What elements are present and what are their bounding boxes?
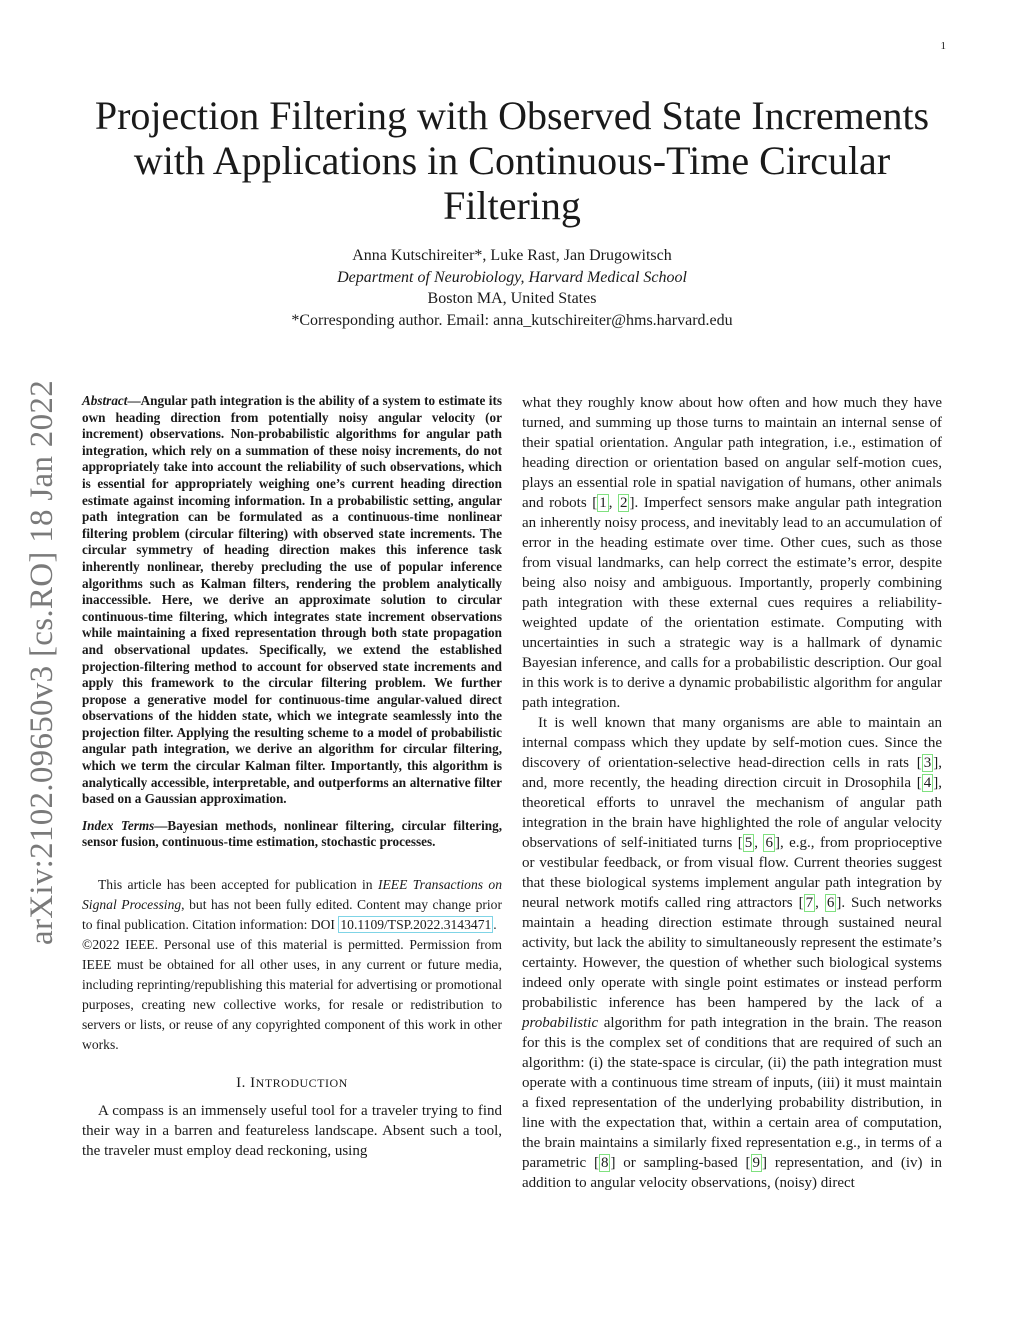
intro-paragraph: A compass is an immensely useful tool for a traveler trying to find their way in a barren and featureless landscape. Absent such a tool, the traveler must employ dead reckoning, using (82, 1103, 502, 1160)
citation-link[interactable]: 9 (752, 1155, 761, 1171)
emphasis-text: probabilistic (522, 1015, 599, 1031)
author-location: Boston MA, United States (427, 290, 597, 307)
arxiv-identifier: arXiv:2102.09650v3 [cs.RO] 18 Jan 2022 (24, 379, 60, 945)
notice-text: This article has been accepted for publication in (98, 877, 378, 893)
para-text: . Imperfect sensors make angular path integration an inherently noisy process, and inevitably lead to an accumulation of error in the heading estimate over time. Other cues, such as those from visual landmarks, can help correct the estimate’s error, despite being also noisy and ambiguous. Importantly, properly combining path integration with these external cues requires a reliability-weighted update of the orientation estimate. Computing with uncertainties in such a strategic way is a hallmark of dynamic Bayesian inference, and calls for a probabilistic description. Our goal in this work is to derive a dynamic probabilistic algorithm for angular path integration. (522, 495, 942, 711)
body-paragraph-2: It is well known that many organisms are able to maintain an internal compass which they update by self-motion cues. Since the discovery of orientation-selective head-direction cells in rats [ 3 ], and, more recently, the heading direction circuit in Drosophila [ 4 ], theoretical efforts to unravel the mechanism of angular path integration in the brain have highlighted the role of angular velocity observations of self-initiated turns [ 5 , 6 ], e.g., from proprioceptive or vestibular feedback, or from visual flow. Current theories suggest that these biological systems implement angular path integration by neural network motifs called ring attractors [ 7 , 6 ]. Such networks maintain a heading direction estimate through sustained neural activity, but lack the ability to simultaneously represent the estimate’s certainty. However, the question of whether such biological systems indeed only operate with single point estimates or instead perform probabilistic inference has been hampered by the lack of a probabilistic algorithm for path integration in the brain. The reason for this is the complex set of conditions that are required of such an algorithm: (i) the state-space is circular, (ii) the path integration must operate with a continuous time stream of inputs, (iii) it must maintain a fixed representation of the underlying probability distribution, in line with the expectation that, within a certain area of computation, the brain maintains a similarly fixed representation e.g., in terms of a parametric [ 8 ] or sampling-based [ 9 ] representation, and (iv) in addition to angular velocity observations, (noisy) direct (522, 715, 943, 1191)
author-names: Anna Kutschireiter*, Luke Rast, Jan Drugowitsch (352, 247, 672, 264)
copyright-notice: ©2022 IEEE. Personal use of this material is permitted. Permission from IEEE must be obtained for all other uses, in any current or future media, including reprinting/republishing this material for advertising or promotional purposes, creating new collective works, for resale or redistribution to servers or lists, or reuse of any copyrighted component of this work in other works. (82, 937, 502, 1053)
paper-title: Projection Filtering with Observed State Increments with Applications in Continuous-Time Circular Filtering (94, 93, 930, 228)
citation-link[interactable]: 4 (923, 775, 932, 791)
citation-link[interactable]: 5 (744, 835, 753, 851)
left-column (82, 393, 502, 1161)
abstract-label: Abstract (82, 393, 128, 408)
section-heading (82, 1073, 502, 1093)
citation-separator: , (815, 895, 825, 911)
doi-link[interactable]: 10.1109/TSP.2022.3143471 (340, 917, 492, 933)
para-text: representation, and (iv) in addition to angular velocity observations, (noisy) direct (522, 1155, 943, 1191)
section-number: I. (236, 1075, 251, 1092)
citation-link[interactable]: 7 (805, 895, 814, 911)
corresponding-author: *Corresponding author. Email: anna_kutschireiter@hms.harvard.edu (291, 311, 733, 329)
index-terms-text: —Bayesian methods, nonlinear filtering, circular filtering, sensor fusion, continuous-time estimation, stochastic processes. (82, 817, 502, 850)
notice-text-3: . (493, 917, 497, 933)
para-text: algorithm for path integration in the brain. The reason for this is the complex set of conditions that are required of such an algorithm: (i) the state-space is circular, (ii) the path integration must operate with a continuous time stream of inputs, (iii) it must maintain a fixed representation of the underlying probability distribution, in line with the expectation that, within a certain area of computation, the brain maintains a similarly fixed representation e.g., in terms of a parametric (522, 1015, 942, 1171)
index-terms (82, 818, 502, 851)
para-text: . Such networks maintain a heading direction estimate through sustained neural activity, but lack the ability to simultaneously represent the estimate’s certainty. However, the question of whether such biological systems indeed only operate with single point estimates or instead perform probabilistic inference has been hampered by the lack of a (522, 895, 942, 1011)
author-block (80, 245, 944, 331)
section-title-initial: I (250, 1075, 256, 1092)
body-paragraph-1: what they roughly know about how often and how much they have turned, and summing up those turns to maintain an internal sense of their spatial orientation. Angular path integration, i.e., estimation of heading direction or orientation based on angular self-motion cues, plays an essential role in spatial navigation of humans, other animals and robots [ 1 , 2 ]. Imperfect sensors make angular path integration an inherently noisy process, and inevitably lead to an accumulation of error in the heading estimate over time. Other cues, such as those from visual landmarks, can help correct the estimate’s error, despite being also noisy and ambiguous. Importantly, properly combining path integration with these external cues requires a reliability-weighted update of the orientation estimate. Computing with uncertainties in such a strategic way is a hallmark of dynamic Bayesian inference, and calls for a probabilistic description. Our goal in this work is to derive a dynamic probabilistic algorithm for angular path integration. (522, 395, 942, 711)
citation-link[interactable]: 1 (599, 495, 607, 511)
notice-text-2: , but has not been fully edited. Content may change prior to final publication. Citation information: DOI (82, 897, 502, 933)
citation-link[interactable]: 6 (826, 895, 835, 911)
page-number: 1 (940, 40, 946, 52)
publication-notice (82, 875, 502, 935)
para-text: what they roughly know about how often and how much they have turned, and summing up those turns to maintain an internal sense of their spatial orientation. Angular path integration, i.e., estimation of heading direction or orientation based on angular self-motion cues, plays an essential role in spatial navigation of humans, other animals and robots (522, 395, 942, 511)
section-title-rest: NTRODUCTION (255, 1076, 348, 1091)
citation-separator: , (754, 835, 764, 851)
citation-link[interactable]: 2 (619, 495, 628, 511)
journal-name: IEEE Transactions on Signal Processing (82, 877, 502, 913)
abstract-text: —Angular path integration is the ability of a system to estimate its own heading direction from potentially noisy angular velocity (or increment) observations. Non-probabilistic algorithms for angular path integration, which rely on a summation of these noisy increments, do not appropriately take into account the reliability of such observations, which is essential for appropriately weighing one’s current heading direction estimate against incoming information. In a probabilistic setting, angular path integration can be formulated as a continuous-time nonlinear filtering problem (circular filtering) with observed state increments. The circular symmetry of heading direction makes this inference task inherently nonlinear, thereby precluding the use of popular inference algorithms such as Kalman filters, rendering the problem analytically inaccessible. Here, we derive an approximate solution to circular continuous-time filtering, which integrates state increment observations while maintaining a fixed representation through both state propagation and observational updates. Specifically, we extend the established projection-filtering method to account for observed state increments and apply this framework to the circular filtering problem. We further propose a generative model for continuous-time angular-valued direct observations of the hidden state, which we integrate seamlessly into the projection filter. Applying the resulting scheme to a model of probabilistic angular path integration, we derive an algorithm for circular filtering, which we term the circular Kalman filter. Importantly, this algorithm is analytically accessible, interpretable, and outperforms an alternative filter based on a Gaussian approximation. (82, 393, 502, 807)
para-text: , and, more recently, the heading direction circuit in Drosophila (522, 755, 942, 791)
citation-link[interactable]: 3 (923, 755, 932, 771)
abstract (82, 393, 502, 808)
para-text: , e.g., from proprioceptive or vestibular feedback, or from visual flow. Current theories suggest that these biological systems implement angular path integration by neural network motifs called ring attractors (522, 835, 943, 911)
citation-separator: , (608, 495, 618, 511)
citation-link[interactable]: 8 (600, 1155, 609, 1171)
index-terms-label: Index Terms (82, 817, 155, 833)
right-column (522, 393, 942, 1193)
para-text: , theoretical efforts to unravel the mechanism of angular path integration in the brain have highlighted the role of angular velocity observations of self-initiated turns (522, 775, 942, 851)
citation-link[interactable]: 6 (765, 835, 773, 851)
para-text: or sampling-based (615, 1155, 746, 1171)
author-department: Department of Neurobiology, Harvard Medical School (337, 268, 687, 286)
para-text: It is well known that many organisms are able to maintain an internal compass which they update by self-motion cues. Since the discovery of orientation-selective head-direction cells in rats (522, 715, 942, 771)
